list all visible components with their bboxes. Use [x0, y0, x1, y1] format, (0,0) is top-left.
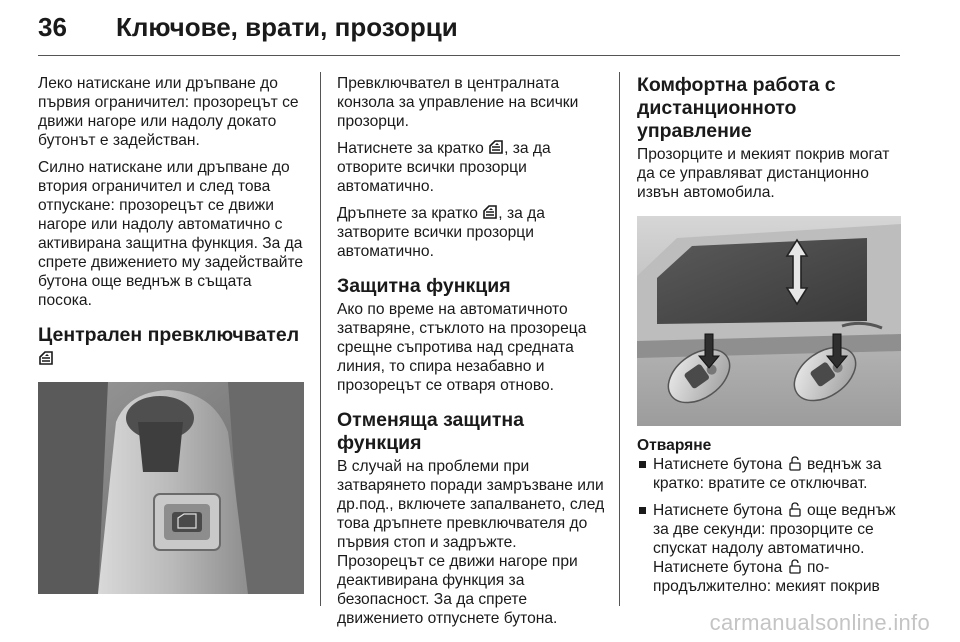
opening-subheading: Отваряне	[637, 437, 712, 454]
paragraph-override-safety: В случай на проблеми при затварянето поради замръзване или др.под., включете запалването, след това дръпнете превключвателя до първия стоп и задръжте. Прозорецът се движи нагоре при деактивирана функция за безопасност. За да спрете движението отпуснете бутона.	[337, 458, 605, 627]
page-number: 36	[38, 12, 67, 42]
window-switch-icon	[38, 349, 54, 364]
watermark: carmanualsonline.info	[709, 610, 930, 635]
window-switch-icon	[482, 205, 498, 220]
column-2	[337, 74, 607, 636]
unlock-icon	[787, 502, 803, 517]
center-console-image	[38, 382, 304, 594]
close-all-text-start: Дръпнете за кратко	[337, 205, 483, 222]
remote-control-heading: Комфортна работа с дистанционното управление	[637, 74, 836, 142]
remote-key-image	[637, 216, 901, 426]
paragraph-central-switch: Превключвател в централната конзола за управление на всички прозорци.	[337, 75, 579, 130]
list-item	[637, 455, 903, 493]
paragraph-close-all	[337, 204, 607, 261]
safety-function-heading: Защитна функция	[337, 275, 511, 297]
step2-text-end: по-продължително: мекият покрив	[653, 559, 880, 595]
close-all-text-end: , за да затворите всички прозорци автоматично.	[337, 205, 545, 260]
list-item	[637, 501, 903, 596]
opening-steps-list	[637, 455, 903, 596]
open-all-text-end: , за да отворите всички прозорци автоматично.	[337, 140, 551, 195]
paragraph-second-stop: Силно натискане или дръпване до втория ограничител и след това отпускане: прозорецът се движи нагоре или надолу автоматично с активирана защитна функция. За да спрете движението му задействайте бутона още веднъж в същата посока.	[38, 159, 304, 309]
column-3	[637, 74, 903, 604]
window-switch-icon	[488, 140, 504, 155]
paragraph-safety-function: Ако по време на автоматичното затваряне, стъклото на прозореца срещне съпротива над средната линия, то спира незабавно и прозорецът се отваря отново.	[337, 301, 587, 394]
step2-text-start: Натиснете бутона	[653, 502, 787, 519]
step2-text-middle: още веднъж за две секунди: прозорците се спускат надолу автоматично. Натиснете бутона	[653, 502, 896, 576]
paragraph-remote-intro: Прозорците и мекият покрив могат да се управляват дистанционно извън автомобила.	[637, 146, 890, 201]
paragraph-open-all	[337, 139, 607, 196]
open-all-text-start: Натиснете за кратко	[337, 140, 489, 157]
unlock-icon	[787, 456, 803, 471]
central-switch-heading	[38, 324, 308, 370]
column-divider-2	[619, 72, 620, 606]
unlock-icon	[787, 559, 803, 574]
page-title: Ключове, врати, прозорци	[116, 12, 458, 42]
paragraph-first-stop: Леко натискане или дръпване до първия ограничител: прозорецът се движи нагоре или надолу докато бутонът е задействан.	[38, 75, 299, 149]
override-safety-heading: Отменяща защитна функция	[337, 409, 524, 454]
central-switch-heading-text: Централен превключвател	[38, 324, 300, 346]
step1-text-end: веднъж за кратко: вратите се отключват.	[653, 456, 882, 492]
column-1	[38, 74, 308, 594]
step1-text-start: Натиснете бутона	[653, 456, 787, 473]
header-divider	[38, 55, 900, 56]
column-divider-1	[320, 72, 321, 606]
